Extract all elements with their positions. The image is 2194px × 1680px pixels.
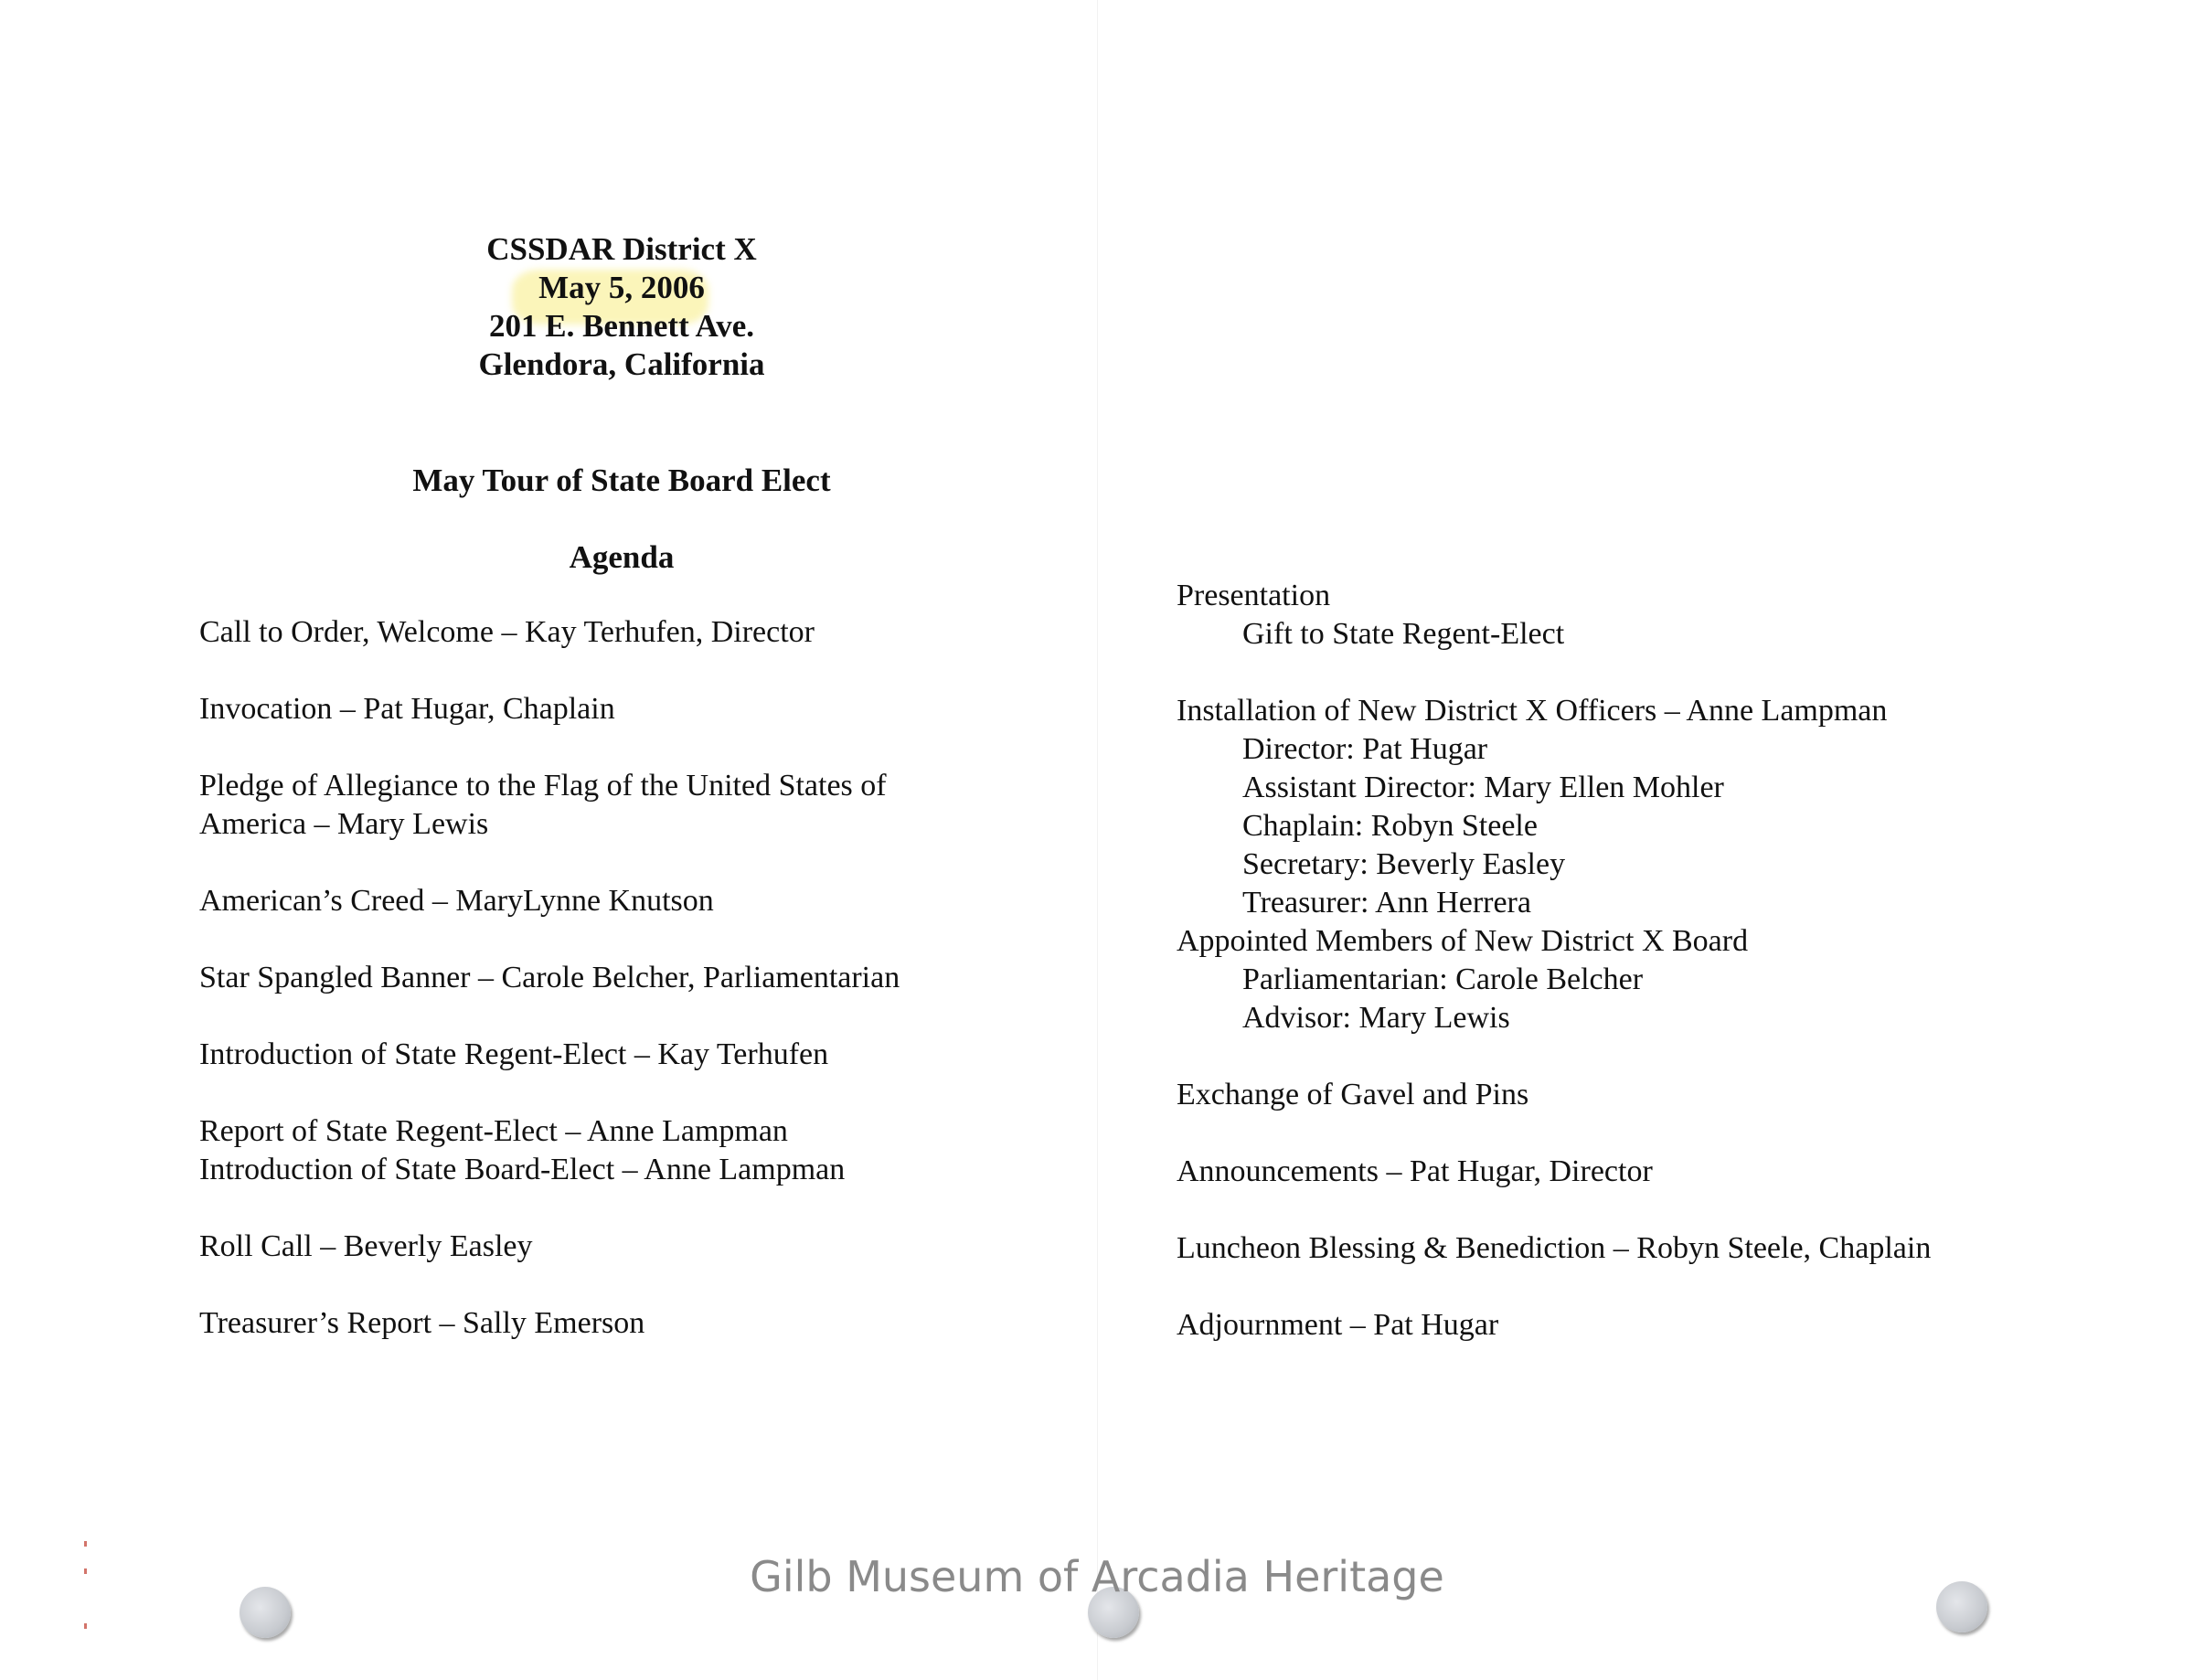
agenda-item [199,613,1022,652]
officer-entry: Director: Pat Hugar [1242,732,1488,766]
officer-entry: Chaplain: Robyn Steele [1242,809,1538,843]
agenda-item-text: Appointed Members of New District X Board [1177,924,1749,958]
officer-entry: Treasurer: Ann Herrera [1242,886,1531,920]
agenda-item-text: America – Mary Lewis [199,807,489,841]
agenda-subitem-text: Gift to State Regent-Elect [1242,617,1565,651]
museum-watermark: Gilb Museum of Arcadia Heritage [750,1552,1444,1601]
agenda-item [1177,1076,2091,1114]
agenda-item [199,1304,1022,1343]
agenda-item [199,1112,1022,1189]
event-city: Glendora, California [478,346,765,382]
agenda-item-text: Report of State Regent-Elect – Anne Lampman [199,1114,788,1148]
document-header [183,230,1060,384]
agenda-item-text: Exchange of Gavel and Pins [1177,1078,1529,1111]
agenda-item-text: Pledge of Allegiance to the Flag of the United States of [199,769,887,803]
page-fold [1097,0,1098,1680]
agenda-item [199,690,1022,728]
agenda-item-text: Presentation [1177,579,1331,612]
org-name: CSSDAR District X [486,231,757,267]
event-address: 201 E. Bennett Ave. [488,308,755,344]
agenda-item-text: Adjournment – Pat Hugar [1177,1308,1499,1342]
agenda-item-text: Luncheon Blessing & Benediction – Robyn Steele, Chaplain [1177,1231,1932,1265]
agenda-item-text: Invocation – Pat Hugar, Chaplain [199,692,615,726]
officer-entry: Secretary: Beverly Easley [1242,847,1566,881]
agenda-item [199,882,1022,920]
agenda-item-text: American’s Creed – MaryLynne Knutson [199,884,714,918]
member-entry: Parliamentarian: Carole Belcher [1242,962,1644,996]
agenda-item [199,767,1022,844]
agenda-item-text: Roll Call – Beverly Easley [199,1229,533,1263]
document-subtitle: May Tour of State Board Elect [412,463,831,498]
event-date: May 5, 2006 [538,270,705,305]
agenda-item-text: Introduction of State Regent-Elect – Kay Terhufen [199,1037,829,1071]
agenda-item [199,959,1022,997]
agenda-item-installation [1177,692,2091,1037]
agenda-item [1177,1306,2091,1345]
agenda-item-text: Call to Order, Welcome – Kay Terhufen, Director [199,615,815,649]
agenda-item [1177,1229,2091,1268]
agenda-right-column [1177,577,2091,1345]
agenda-item [1177,1153,2091,1191]
agenda-item-presentation [1177,577,2091,654]
agenda-title: Agenda [569,539,675,575]
agenda-item-text: Installation of New District X Officers – Anne Lampman [1177,694,1888,728]
agenda-left-column [199,613,1022,1343]
member-entry: Advisor: Mary Lewis [1242,1001,1510,1035]
agenda-item [199,1036,1022,1074]
agenda-item-text: Star Spangled Banner – Carole Belcher, Parliamentarian [199,961,900,994]
agenda-item-text: Treasurer’s Report – Sally Emerson [199,1306,645,1340]
officer-entry: Assistant Director: Mary Ellen Mohler [1242,771,1724,804]
agenda-item-text: Introduction of State Board-Elect – Anne Lampman [199,1153,846,1186]
agenda-item-text: Announcements – Pat Hugar, Director [1177,1154,1653,1188]
agenda-item [199,1228,1022,1266]
